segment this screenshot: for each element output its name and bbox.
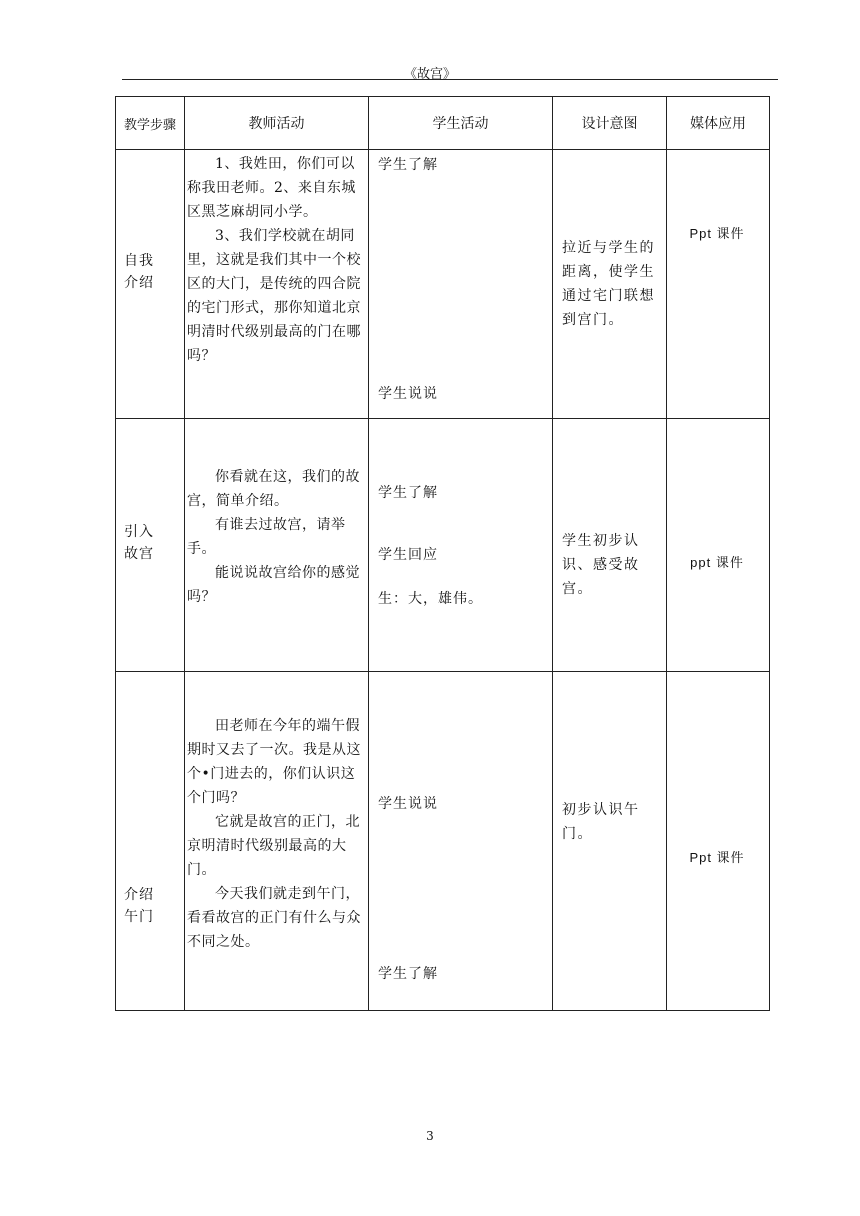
- design-intent-text: 初步认识午门。: [562, 802, 640, 842]
- student-activity-cell: [369, 419, 553, 672]
- design-intent-cell: [553, 419, 667, 672]
- student-activity-text: 学生说说: [378, 796, 438, 812]
- step-line: 自我: [124, 253, 154, 269]
- student-activity-text: 学生了解: [378, 485, 438, 501]
- table-row: [116, 419, 770, 672]
- teacher-activity-cell: [185, 672, 369, 1011]
- header-divider: [122, 79, 778, 80]
- teacher-activity-cell: [185, 150, 369, 419]
- lesson-plan-table: [115, 96, 770, 1011]
- step-cell: [116, 419, 185, 672]
- table-header-row: [116, 97, 770, 150]
- student-activity-cell: [369, 672, 553, 1011]
- student-activity-text: 学生回应: [378, 547, 438, 563]
- table-row: [116, 150, 770, 419]
- teacher-paragraph: 3、我们学校就在胡同里，这就是我们其中一个校区的大门，是传统的四合院的宅门形式，那你知道北京明清时代级别最高的门在哪吗？: [187, 228, 361, 364]
- media-cell: [667, 672, 770, 1011]
- document-header-title: 《故宫》: [403, 67, 456, 82]
- column-header-media: 媒体应用: [667, 97, 770, 150]
- column-header-teacher: 教师活动: [185, 97, 369, 150]
- teacher-paragraph: 田老师在今年的端午假期时又去了一次。我是从这个•门进去的，你们认识这个门吗？: [187, 718, 361, 806]
- step-line: 故宫: [124, 546, 154, 562]
- column-header-student: 学生活动: [369, 97, 553, 150]
- teacher-paragraph: 1、我姓田，你们可以称我田老师。2、来自东城区黑芝麻胡同小学。: [187, 156, 356, 220]
- student-activity-text: 学生了解: [378, 966, 438, 982]
- design-intent-text: 学生初步认识、感受故宫。: [562, 533, 640, 597]
- design-intent-cell: [553, 672, 667, 1011]
- table-row: [116, 672, 770, 1011]
- column-header-design: 设计意图: [553, 97, 667, 150]
- step-line: 引入: [124, 524, 154, 540]
- student-activity-cell: [369, 150, 553, 419]
- column-header-step: 教学步骤: [116, 97, 185, 150]
- step-line: 介绍: [124, 275, 154, 291]
- teacher-paragraph: 今天我们就走到午门，看看故宫的正门有什么与众不同之处。: [187, 886, 361, 950]
- teacher-paragraph: 你看就在这，我们的故宫，简单介绍。: [187, 469, 360, 509]
- media-cell: [667, 419, 770, 672]
- step-line: 介绍: [124, 887, 154, 903]
- teacher-paragraph: 有谁去过故宫，请举手。: [187, 517, 346, 557]
- media-cell: [667, 150, 770, 419]
- design-intent-cell: [553, 150, 667, 419]
- teacher-paragraph: 它就是故宫的正门，北京明清时代级别最高的大门。: [187, 814, 360, 878]
- student-activity-text: 生：大，雄伟。: [378, 591, 483, 607]
- student-activity-text: 学生说说: [378, 386, 438, 402]
- step-cell: [116, 150, 185, 419]
- step-cell: [116, 672, 185, 1011]
- student-activity-text: 学生了解: [378, 157, 438, 173]
- teacher-paragraph: 能说说故宫给你的感觉吗？: [187, 565, 360, 605]
- step-line: 午门: [124, 909, 154, 925]
- page-number: 3: [426, 1129, 434, 1143]
- media-text: Ppt 课件: [689, 850, 745, 865]
- teacher-activity-cell: [185, 419, 369, 672]
- media-text: Ppt 课件: [689, 226, 745, 241]
- design-intent-text: 拉近与学生的距离，使学生通过宅门联想到宫门。: [562, 240, 655, 328]
- media-text: ppt 课件: [690, 555, 744, 570]
